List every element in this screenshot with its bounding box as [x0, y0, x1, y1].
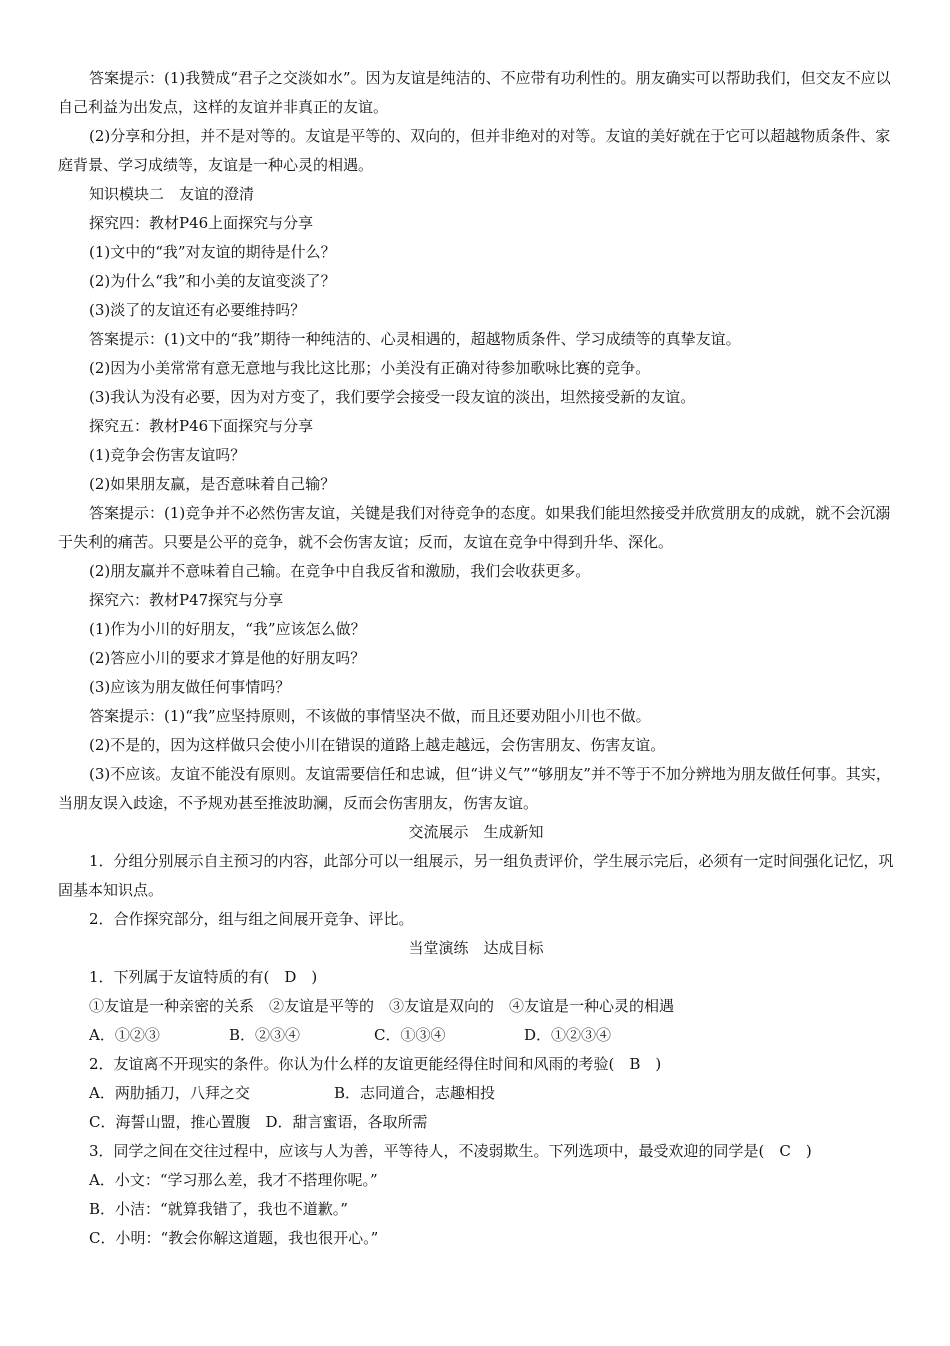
answer-hint-paragraph: 答案提示：(1)竞争并不必然伤害友谊，关键是我们对待竞争的态度。如果我们能坦然接受并欣赏朋友的成就，就不会沉溺于失利的痛苦。只要是公平的竞争，就不会伤害友谊；反而，友谊在竞争中得到升华、深化。 [58, 504, 891, 551]
question-1-options [58, 1021, 894, 1050]
question-line: (1)竞争会伤害友谊吗？ [89, 446, 246, 464]
question-2-options-cd: C．海誓山盟，推心置腹 D．甜言蜜语，各取所需 [89, 1113, 428, 1131]
option-b: B．小洁：“就算我错了，我也不道歉。” [89, 1200, 348, 1218]
question-line: (2)如果朋友赢，是否意味着自己输？ [89, 475, 336, 493]
question-line: (1)作为小川的好朋友，“我”应该怎么做？ [89, 620, 366, 638]
answer-hint-paragraph: (3)我认为没有必要，因为对方变了，我们要学会接受一段友谊的淡出，坦然接受新的友谊。 [89, 388, 696, 406]
question-line: (3)应该为朋友做任何事情吗？ [89, 678, 291, 696]
answer-hint-paragraph: (2)因为小美常常有意无意地与我比这比那；小美没有正确对待参加歌咏比赛的竞争。 [89, 359, 651, 377]
exchange-item: 1．分组分别展示自主预习的内容，此部分可以一组展示，另一组负责评价，学生展示完后，必须有一定时间强化记忆，巩固基本知识点。 [58, 852, 894, 899]
section-heading-practice: 当堂演练 达成目标 [408, 939, 544, 957]
question-line: (2)答应小川的要求才算是他的好朋友吗？ [89, 649, 366, 667]
exchange-item: 2．合作探究部分，组与组之间展开竞争、评比。 [89, 910, 414, 928]
answer-hint-paragraph: 答案提示：(1)我赞成“君子之交淡如水”。因为友谊是纯洁的、不应带有功利性的。朋友确实可以帮助我们，但交友不应以自己利益为出发点，这样的友谊并非真正的友谊。 [58, 69, 891, 116]
option-c: C．小明：“教会你解这道题，我也很开心。” [89, 1229, 379, 1247]
option-a: A．小文：“学习那么差，我才不搭理你呢。” [89, 1171, 378, 1189]
question-2-options-ab [58, 1079, 894, 1108]
answer-hint-paragraph: (3)不应该。友谊不能没有原则。友谊需要信任和忠诚，但“讲义气”“够朋友”并不等于不加分辨地为朋友做任何事。其实，当朋友误入歧途，不予规劝甚至推波助澜，反而会伤害朋友，伤害友谊。 [58, 765, 891, 812]
inquiry-four-title: 探究四：教材P46上面探究与分享 [89, 214, 314, 232]
question-1-items: ①友谊是一种亲密的关系 ②友谊是平等的 ③友谊是双向的 ④友谊是一种心灵的相遇 [89, 997, 675, 1015]
inquiry-five-title: 探究五：教材P46下面探究与分享 [89, 417, 314, 435]
question-line: (2)为什么“我”和小美的友谊变淡了？ [89, 272, 336, 290]
inquiry-six-title: 探究六：教材P47探究与分享 [89, 591, 284, 609]
question-3-stem: 3．同学之间在交往过程中，应该与人为善，平等待人，不凌弱欺生。下列选项中，最受欢迎的同学是( C ) [89, 1142, 812, 1160]
answer-hint-paragraph: 答案提示：(1)文中的“我”期待一种纯洁的、心灵相遇的，超越物质条件、学习成绩等的真挚友谊。 [89, 330, 741, 348]
question-1-stem: 1．下列属于友谊特质的有( D ) [89, 968, 318, 986]
question-2-stem: 2．友谊离不开现实的条件。你认为什么样的友谊更能经得住时间和风雨的考验( B ) [89, 1055, 662, 1073]
question-line: (1)文中的“我”对友谊的期待是什么？ [89, 243, 336, 261]
question-line: (3)淡了的友谊还有必要维持吗？ [89, 301, 306, 319]
answer-hint-paragraph: (2)分享和分担，并不是对等的。友谊是平等的、双向的，但并非绝对的对等。友谊的美好就在于它可以超越物质条件、家庭背景、学习成绩等，友谊是一种心灵的相遇。 [58, 127, 891, 174]
section-heading-module-two: 知识模块二 友谊的澄清 [89, 185, 255, 203]
option-b: B．志同道合，志趣相投 [334, 1084, 496, 1102]
option-a: A．①②③ [89, 1026, 160, 1044]
option-b: B．②③④ [229, 1026, 301, 1044]
option-d: D．①②③④ [524, 1026, 612, 1044]
answer-hint-paragraph: (2)朋友赢并不意味着自己输。在竞争中自我反省和激励，我们会收获更多。 [89, 562, 591, 580]
document-page [58, 64, 894, 1253]
option-c: C．①③④ [374, 1026, 446, 1044]
answer-hint-paragraph: 答案提示：(1)“我”应坚持原则，不该做的事情坚决不做，而且还要劝阻小川也不做。 [89, 707, 651, 725]
option-a: A．两肋插刀，八拜之交 [89, 1084, 250, 1102]
section-heading-exchange: 交流展示 生成新知 [408, 823, 544, 841]
answer-hint-paragraph: (2)不是的，因为这样做只会使小川在错误的道路上越走越远，会伤害朋友、伤害友谊。 [89, 736, 666, 754]
